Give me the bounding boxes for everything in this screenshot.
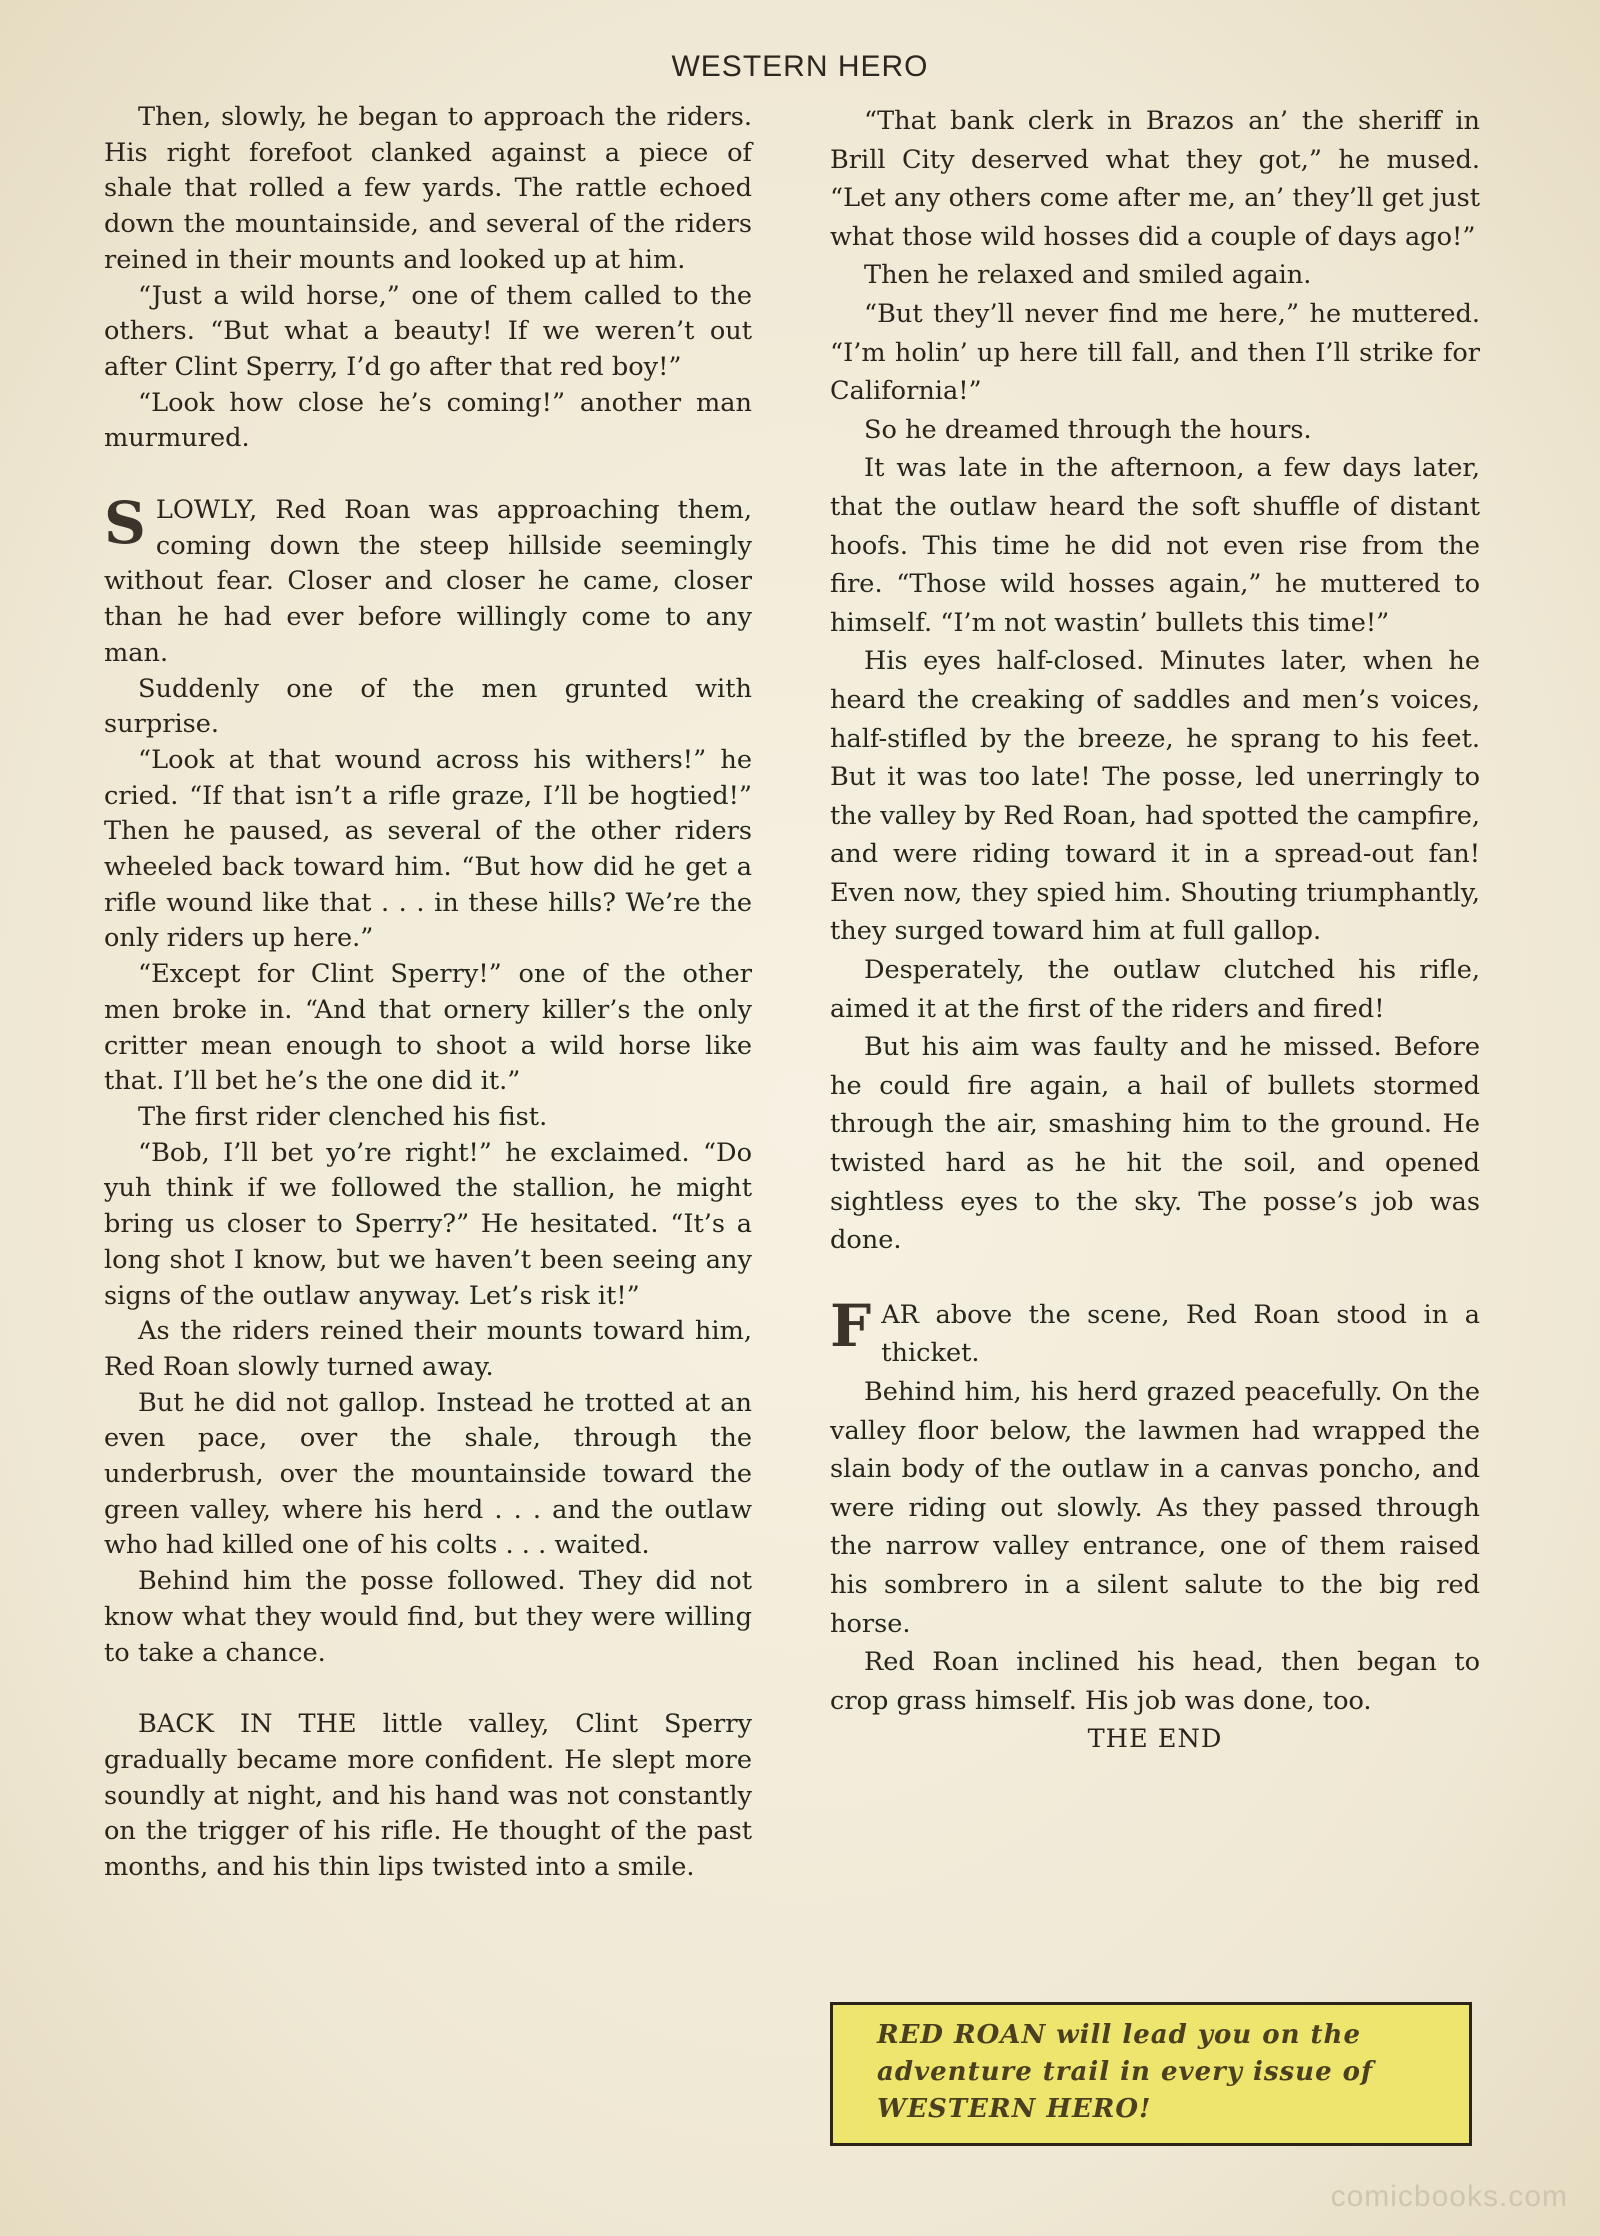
left-paragraph: As the riders reined their mounts toward him, Red Roan slowly turned away. <box>104 1316 752 1382</box>
drop-cap-initial: S <box>104 489 146 558</box>
left-paragraph: The first rider clenched his fist. <box>138 1101 548 1132</box>
left-paragraph <box>104 489 752 672</box>
right-paragraph <box>830 1291 1480 1373</box>
left-paragraph: “Bob, I’ll bet yo’re right!” he exclaimed. “Do yuh think if we followed the stallion, he might bring us closer to Sperry?” He hesitated. “It’s a long shot I know, but we haven’t been seeing any signs of the outlaw anyway. Let’s risk it!” <box>104 1137 752 1311</box>
left-text-column <box>104 100 752 1886</box>
left-paragraph: Then, slowly, he began to approach the riders. His right forefoot clanked against a piece of shale that rolled a few yards. The rattle echoed down the mountainside, and several of the riders reined in their mounts and looked up at him. <box>104 102 752 275</box>
left-paragraph: “Look at that wound across his withers!” he cried. “If that isn’t a rifle graze, I’ll be hogtied!” Then he paused, as several of the other riders wheeled back toward him. “But how did he get a rifle wound like that . . . in these hills? We’re the only riders up here.” <box>104 744 752 954</box>
right-text-column <box>830 102 1480 1759</box>
promo-text: RED ROAN will lead you on the adventure trail in every issue of WESTERN HERO! <box>877 2020 1374 2124</box>
left-paragraph: “Except for Clint Sperry!” one of the other men broke in. “And that ornery killer’s the only critter mean enough to shoot a wild horse like that. I’ll bet he’s the one did it.” <box>104 959 752 1097</box>
right-paragraph: Desperately, the outlaw clutched his rifle, aimed it at the first of the riders and fired! <box>830 955 1480 1024</box>
paragraph-text: AR above the scene, Red Roan stood in a thicket. <box>881 1299 1480 1369</box>
left-paragraph: “Just a wild horse,” one of them called to the others. “But what a beauty! If we weren’t out after Clint Sperry, I’d go after that red boy!” <box>104 280 752 382</box>
running-header: WESTERN HERO <box>671 50 929 83</box>
right-paragraph: It was late in the afternoon, a few days later, that the outlaw heard the soft shuffle of distant hoofs. This time he did not even rise from the fire. “Those wild hosses again,” he muttered to himself. “I’m not wastin’ bullets this time!” <box>830 453 1480 638</box>
site-watermark: comicbooks.com <box>1330 2180 1568 2213</box>
right-paragraph: So he dreamed through the hours. <box>864 414 1312 445</box>
right-paragraph: But his aim was faulty and he missed. Before he could fire again, a hail of bullets stormed through the air, smashing him to the ground. He twisted hard as he hit the soil, and opened sightless eyes to the sky. The posse’s job was done. <box>830 1032 1480 1256</box>
right-paragraph: Red Roan inclined his head, then began to crop grass himself. His job was done, too. <box>830 1647 1480 1716</box>
right-paragraph: Behind him, his herd grazed peacefully. On the valley floor below, the lawmen had wrapped the slain body of the outlaw in a canvas poncho, and were riding out slowly. As they passed through the narrow valley entrance, one of them raised his sombrero in a silent salute to the big red horse. <box>830 1377 1480 1639</box>
left-paragraph: BACK IN THE little valley, Clint Sperry gradually became more confident. He slept more soundly at night, and his hand was not constantly on the trigger of his rifle. He thought of the past months, and his thin lips twisted into a smile. <box>104 1709 752 1883</box>
left-paragraph: But he did not gallop. Instead he trotted at an even pace, over the shale, through the underbrush, over the mountainside toward the green valley, where his herd . . . and the outlaw who had killed one of his colts . . . waited. <box>104 1387 752 1561</box>
left-paragraph: Behind him the posse followed. They did not know what they would find, but they were willing to take a chance. <box>104 1566 752 1668</box>
drop-cap-initial: F <box>830 1291 872 1360</box>
paragraph-text: LOWLY, Red Roan was approaching them, coming down the steep hillside seemingly without fear. Closer and closer he came, closer than he had ever before willingly come to any man. <box>104 495 752 668</box>
left-paragraph: “Look how close he’s coming!” another man murmured. <box>104 387 752 454</box>
left-paragraph: Suddenly one of the men grunted with surprise. <box>104 673 752 740</box>
promo-callout-box <box>830 2002 1472 2146</box>
right-paragraph: “But they’ll never find me here,” he muttered. “I’m holin’ up here till fall, and then I’ll strike for California!” <box>830 298 1480 407</box>
right-paragraph: His eyes half-closed. Minutes later, when he heard the creaking of saddles and men’s voices, half-stifled by the breeze, he sprang to his feet. But it was too late! The posse, led unerringly to the valley by Red Roan, had spotted the campfire, and were riding toward it in a spread-out fan! Even now, they spied him. Shouting triumphantly, they surged toward him at full gallop. <box>830 646 1480 947</box>
right-paragraph: “That bank clerk in Brazos an’ the sheriff in Brill City deserved what they got,” he mused. “Let any others come after me, an’ they’ll get just what those wild hosses did a couple of days ago!” <box>830 106 1480 252</box>
the-end-label: THE END <box>1087 1724 1223 1755</box>
right-paragraph: Then he relaxed and smiled again. <box>864 260 1312 291</box>
